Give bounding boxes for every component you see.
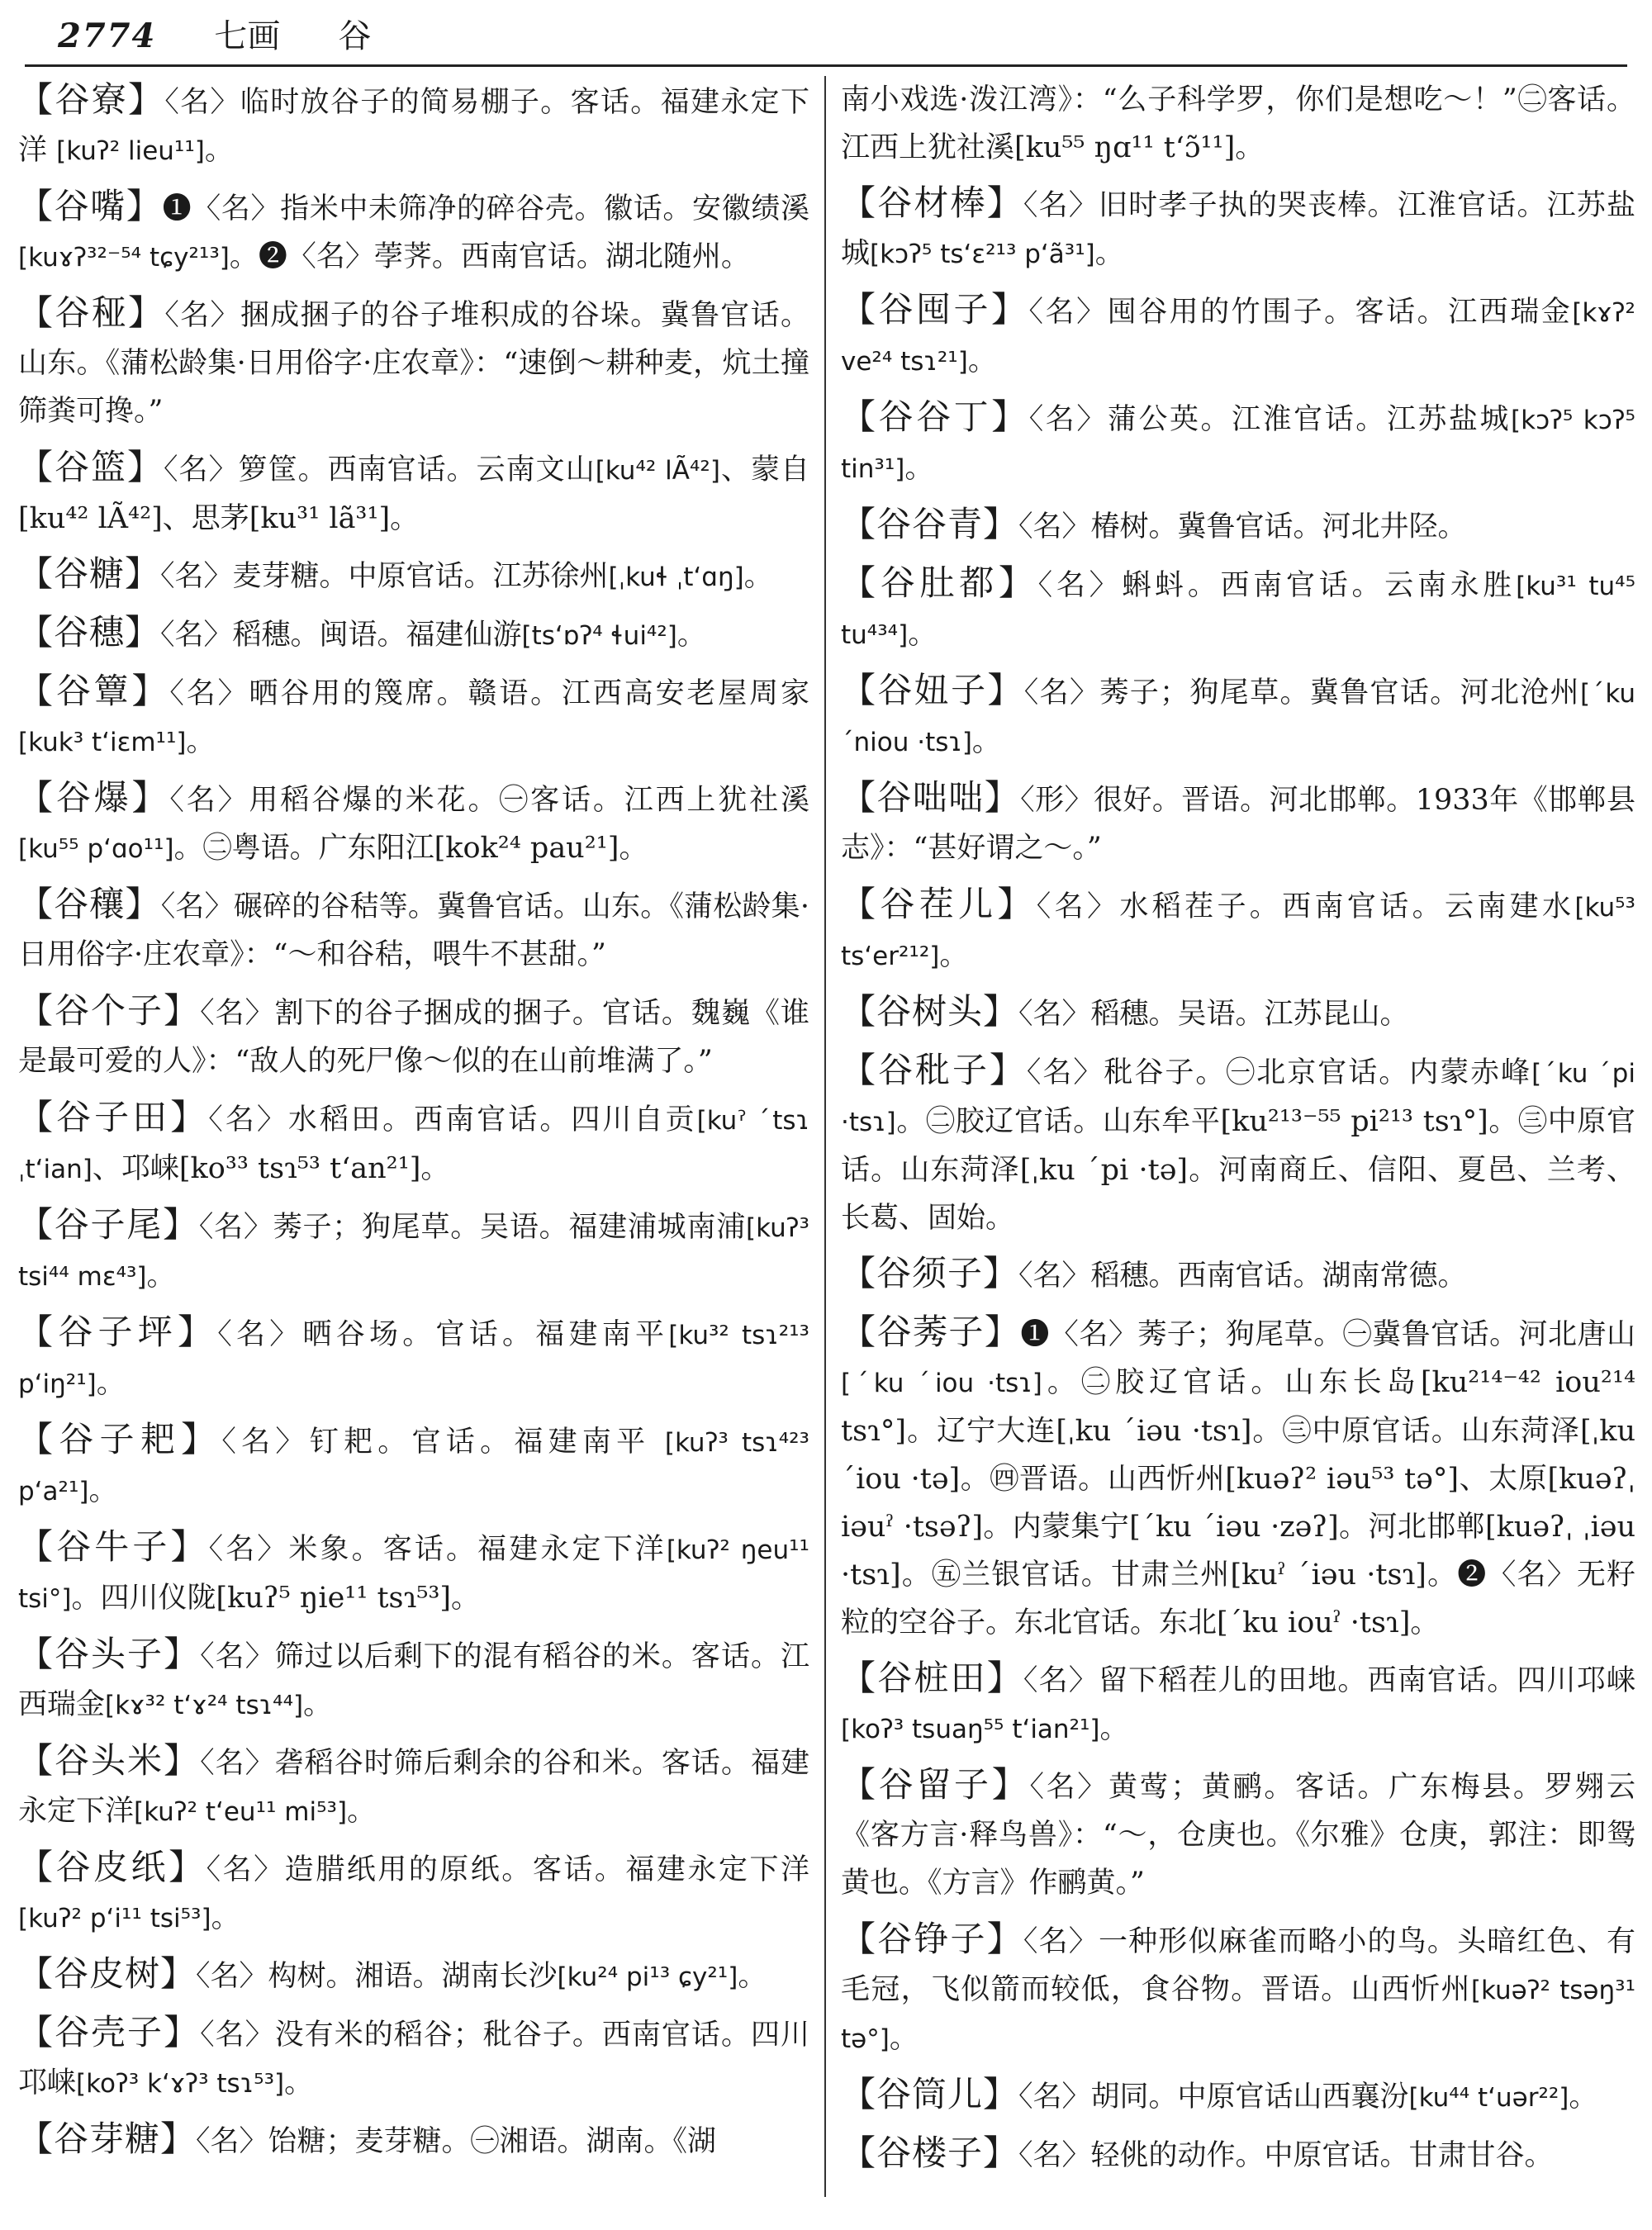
dictionary-entry — [18, 550, 809, 601]
entry-headword: 【谷头米】 — [18, 1740, 201, 1781]
entry-pronunciation: [koʔ³ kʻɤʔ³ tsɿ⁵³] — [76, 2069, 285, 2099]
entry-definition: 〈名〉碾碎的谷秸等。冀鲁官话。山东。《蒲松龄集·日用俗字·庄农章》：“～和谷秸，喂牛不甚甜。” — [18, 890, 809, 971]
entry-headword: 【谷子坪】 — [18, 1312, 218, 1352]
entry-headword: 【谷头子】 — [18, 1634, 201, 1674]
left-column — [18, 76, 809, 2215]
entry-tail-text: 。 — [211, 1901, 240, 1934]
dictionary-entry — [841, 501, 1635, 552]
entry-headword: 【谷茬儿】 — [841, 884, 1037, 924]
dictionary-entry — [18, 1737, 809, 1836]
entry-headword: 【谷谷青】 — [841, 504, 1019, 544]
entry-headword: 【谷囤子】 — [841, 289, 1029, 330]
entry-headword: 【谷楼子】 — [841, 2133, 1019, 2173]
entry-tail-text: 。 — [303, 1688, 333, 1721]
entry-pronunciation: [kuʔ³ tsɿ⁴²³ pʻa²¹] — [18, 1428, 809, 1506]
entry-headword: 【谷牛子】 — [18, 1526, 209, 1567]
dictionary-entry — [18, 289, 809, 436]
entry-definition: 〈名〉囤谷用的竹围子。客话。江西瑞金 — [1028, 296, 1573, 329]
entry-headword: 【谷莠子】 — [841, 1312, 1021, 1352]
entry-pronunciation: [kɔʔ⁵ kɔʔ⁵ tin³¹] — [841, 406, 1635, 484]
dictionary-entry — [18, 1201, 809, 1301]
entry-tail-text: 。四川仪陇[kuʔ⁵ ŋie¹¹ tsɿ⁵³]。 — [71, 1582, 481, 1615]
dictionary-entry — [841, 2071, 1635, 2122]
entry-definition: 〈名〉水稻田。西南官话。四川自贡 — [208, 1103, 697, 1136]
entry-definition: 〈名〉蝌蚪。西南官话。云南永胜 — [1037, 569, 1517, 602]
entry-tail-text: 。 — [186, 725, 216, 758]
entry-headword: 【谷爆】 — [18, 777, 170, 818]
dictionary-entry — [841, 988, 1635, 1039]
dictionary-entry — [18, 2115, 809, 2166]
entry-definition: 〈名〉钉耙。官话。福建南平 — [221, 1426, 665, 1459]
entry-definition: 〈名〉莠子；狗尾草。吴语。福建浦城南浦 — [198, 1211, 746, 1244]
entry-definition: 〈名〉黄莺；黄鹂。客话。广东梅县。罗翙云《客方言·释鸟兽》：“～，仓庚也。《尔雅》仓庚，郭注：即鸳黄也。《方言》作鹂黄。” — [841, 1771, 1635, 1900]
entry-definition: 〈名〉莠子；狗尾草。冀鲁官话。河北沧州 — [1023, 676, 1581, 709]
entry-tail-text: 。 — [738, 1960, 767, 1993]
entry-tail-text: 。㊁粤语。广东阳江[kok²⁴ pau²¹]。 — [173, 832, 648, 865]
entry-headword: 【谷个子】 — [18, 990, 201, 1031]
entry-definition: 〈名〉晒谷场。官话。福建南平 — [217, 1318, 669, 1351]
column-divider — [824, 76, 826, 2197]
radical-label: 谷 — [338, 17, 372, 55]
entry-definition: ❶〈名〉指米中未筛净的碎谷壳。徽话。安徽绩溪 — [162, 192, 809, 225]
entry-headword: 【谷咄咄】 — [841, 777, 1021, 818]
entry-definition: 〈名〉割下的谷子捆成的捆子。官话。魏巍《谁是最可爱的人》：“敌人的死尸像～似的在山前堆满了。” — [18, 997, 809, 1078]
entry-pronunciation: [kuˀ ˊtsɿ ˌtʻian] — [18, 1106, 809, 1184]
entry-tail-text: 。 — [146, 1260, 176, 1293]
entry-definition: 〈形〉很好。晋语。河北邯郸。1933年《邯郸县志》：“甚好谓之～。” — [841, 784, 1635, 865]
entry-pronunciation: [kɤʔ² ve²⁴ tsɿ²¹] — [841, 298, 1635, 377]
entry-headword: 【谷筒儿】 — [841, 2074, 1019, 2114]
entry-definition: 〈名〉麦芽糖。中原官话。江苏徐州 — [160, 560, 609, 593]
entry-pronunciation: [ku⁵³ tsʻer²¹²] — [841, 893, 1635, 971]
entry-definition: 〈名〉临时放谷子的简易棚子。客话。福建永定下洋 — [18, 86, 809, 167]
entry-headword: 【谷糖】 — [18, 553, 161, 594]
dictionary-entry — [841, 393, 1635, 493]
entry-definition: 〈名〉稻穗。吴语。江苏昆山。 — [1018, 998, 1409, 1031]
continued-entry-text: 南小戏选·泼江湾》：“么子科学罗，你们是想吃～！”㊁客话。江西上犹社溪[ku⁵⁵ ŋɑ¹¹ tʻɔ̃¹¹]。 — [841, 83, 1635, 164]
entry-tail-text: 。 — [284, 2066, 314, 2100]
entry-headword: 【谷肚都】 — [841, 562, 1038, 603]
entry-pronunciation: [kuʔ² ŋeu¹¹ tsi°] — [18, 1535, 809, 1614]
entry-headword: 【谷子尾】 — [18, 1204, 199, 1245]
entry-tail-text: 。 — [676, 619, 706, 652]
entry-tail-text: 。❷〈名〉荸荠。西南官话。湖北随州。 — [229, 240, 750, 273]
entry-pronunciation: [ˌkuɬ ˌtʻɑŋ] — [608, 562, 744, 592]
entry-definition: ❶〈名〉莠子；狗尾草。㊀冀鲁官话。河北唐山 — [1020, 1318, 1635, 1351]
entry-tail-text: 。 — [1099, 1712, 1129, 1745]
dictionary-entry — [841, 1654, 1635, 1753]
stroke-section: 七画 — [214, 17, 281, 55]
dictionary-entry — [18, 774, 809, 873]
entry-headword: 【谷桩田】 — [841, 1658, 1023, 1698]
dictionary-entry — [18, 1843, 809, 1943]
entry-pronunciation: [kuɤʔ³²⁻⁵⁴ tɕy²¹³] — [18, 243, 230, 273]
entry-definition: 〈名〉用稻谷爆的米花。㊀客话。江西上犹社溪 — [169, 784, 809, 817]
entry-tail-text: 。 — [88, 1474, 118, 1507]
entry-pronunciation: [ku⁵⁵ pʻɑo¹¹] — [18, 834, 174, 864]
header-rule — [25, 64, 1627, 67]
dictionary-entry — [841, 1250, 1635, 1301]
entry-definition: 〈名〉留下稻茬儿的田地。西南官话。四川邛崃 — [1023, 1664, 1635, 1697]
entry-pronunciation: [kuʔ² tʻeu¹¹ mi⁵³] — [134, 1797, 348, 1827]
dictionary-entry — [18, 1630, 809, 1729]
entry-pronunciation: [kuʔ² lieu¹¹] — [56, 136, 205, 166]
entry-tail-text: 。 — [204, 134, 234, 167]
entry-pronunciation: [kuk³ tʻiɛm¹¹] — [18, 728, 187, 757]
entry-headword: 【谷子田】 — [18, 1097, 209, 1137]
page-number: 2774 — [58, 17, 157, 55]
entry-definition: 〈名〉旧时孝子执的哭丧棒。江淮官话。江苏盐城 — [841, 189, 1635, 270]
dictionary-entry — [18, 1416, 809, 1516]
entry-pronunciation: [koʔ³ tsuaŋ⁵⁵ tʻian²¹] — [841, 1715, 1100, 1744]
entry-definition: 〈名〉砻稻谷时筛后剩余的谷和米。客话。福建永定下洋 — [18, 1747, 809, 1828]
dictionary-entry — [18, 1094, 809, 1193]
entry-headword: 【谷谷丁】 — [841, 396, 1029, 437]
entry-headword: 【谷铮子】 — [841, 1919, 1023, 1959]
dictionary-entry — [18, 880, 809, 980]
entry-definition: 〈名〉筛过以后剩下的混有稻谷的米。客话。江西瑞金 — [18, 1640, 809, 1721]
entry-pronunciation: [ku⁴⁴ tʻuər²²] — [1408, 2083, 1569, 2113]
entry-definition: 〈名〉捆成捆子的谷子堆积成的谷垛。冀鲁官话。山东。《蒲松龄集·日用俗字·庄农章》：“速倒～耕种麦，炕土撞筛粪可搀。” — [18, 299, 809, 428]
entry-pronunciation: [ˊku ˊpi ·tsɿ] — [841, 1059, 1635, 1137]
entry-tail-text: 。 — [889, 2022, 919, 2055]
entry-pronunciation: [kɔʔ⁵ tsʻɛ²¹³ pʻã³¹] — [870, 240, 1095, 269]
entry-pronunciation: [ˊku ˊiou ·tsɿ] — [841, 1369, 1042, 1398]
entry-headword: 【谷树头】 — [841, 991, 1019, 1032]
entry-headword: 【谷䅉】 — [18, 292, 165, 333]
entry-pronunciation: [kuʔ² pʻi¹¹ tsi⁵³] — [18, 1904, 211, 1933]
entry-definition: 〈名〉没有米的稻谷；秕谷子。西南官话。四川邛崃 — [18, 2019, 809, 2100]
entry-headword: 【谷簟】 — [18, 671, 170, 711]
dictionary-entry — [18, 76, 809, 175]
dictionary-entry — [18, 183, 809, 282]
dictionary-entry — [18, 444, 809, 543]
dictionary-entry — [18, 1308, 809, 1408]
entry-tail-text: 。 — [904, 452, 934, 485]
entry-tail-text: 。 — [967, 344, 997, 377]
entry-headword: 【谷须子】 — [841, 1253, 1019, 1293]
dictionary-entry — [841, 179, 1635, 278]
entry-definition: 〈名〉箩筐。西南官话。云南文山 — [164, 453, 596, 486]
entry-pronunciation: [ku⁴² lÃ⁴²] — [595, 456, 720, 486]
entry-definition: 〈名〉造腊纸用的原纸。客话。福建永定下洋 — [206, 1853, 809, 1886]
dictionary-entry — [841, 1308, 1635, 1647]
dictionary-entry — [841, 1761, 1635, 1908]
entry-definition: 〈名〉稻穗。闽语。福建仙游 — [160, 619, 522, 652]
entry-definition: 〈名〉水稻茬子。西南官话。云南建水 — [1036, 890, 1575, 923]
entry-headword: 【谷皮树】 — [18, 1953, 197, 1994]
entry-pronunciation: [ku³² tsɿ²¹³ pʻiŋ²¹] — [18, 1321, 809, 1399]
entry-tail-text: 。 — [908, 618, 938, 651]
entry-pronunciation: [ku²⁴ pi¹³ ɕy²¹] — [557, 1962, 738, 1992]
dictionary-entry — [841, 774, 1635, 873]
entry-headword: 【谷嘴】 — [18, 186, 163, 226]
entry-headword: 【谷穗】 — [18, 612, 161, 652]
entry-definition: 〈名〉构树。湘语。湖南长沙 — [196, 1960, 558, 1993]
dictionary-entry — [18, 609, 809, 660]
entry-definition: 〈名〉蒲公英。江淮官话。江苏盐城 — [1028, 403, 1512, 436]
entry-tail-text: 。 — [1569, 2081, 1598, 2114]
dictionary-entry — [841, 667, 1635, 766]
entry-definition: 〈名〉秕谷子。㊀北京官话。内蒙赤峰 — [1026, 1056, 1532, 1089]
entry-pronunciation: [tsʻɒʔ⁴ ɬui⁴²] — [521, 621, 677, 651]
entry-tail-text: 。 — [1094, 237, 1124, 270]
dictionary-entry — [841, 286, 1635, 386]
dictionary-entry — [18, 1950, 809, 2001]
entry-definition: 〈名〉稻穗。西南官话。湖南常德。 — [1018, 1260, 1467, 1293]
entry-tail-text: 。 — [96, 1367, 126, 1400]
dictionary-entry — [18, 987, 809, 1086]
entry-tail-text: 、蒙自[ku⁴² lÃ⁴²]、思茅[ku³¹ lã³¹]。 — [18, 453, 809, 535]
entry-definition: 〈名〉一种形似麻雀而略小的鸟。头暗红色、有毛冠，飞似箭而较低，食谷物。晋语。山西忻州 — [841, 1925, 1635, 2006]
entry-tail-text: 、邛崃[ko³³ tsɿ⁵³ tʻan²¹]。 — [92, 1152, 450, 1185]
dictionary-entry — [841, 559, 1635, 659]
right-column — [841, 76, 1635, 2215]
entry-tail-text: 。 — [743, 560, 773, 593]
entry-definition: 〈名〉晒谷用的篾席。赣语。江西高安老屋周家 — [169, 677, 809, 710]
entry-tail-text: 。㊁胶辽官话。山东长岛[ku²¹⁴⁻⁴² iou²¹⁴ tsɿ°]。辽宁大连[ˌku ˊiəu ·tsɿ]。㊂中原官话。山东菏泽[ˌku ˊiou ·tə]。㊃晋语。山西忻州[kuəʔ² iəu⁵³ tə°]、太原[kuəʔˌ iəuˀ ·tsəʔ]。内蒙集宁[ˊku ˊiəu ·zəʔ]。河北邯郸[kuəʔˌ ˌiəu ·tsɿ]。㊄兰银官话。甘肃兰州[kuˀ ˊiəu ·tsɿ]。❷〈名〉无籽粒的空谷子。东北官话。东北[ˊku iouˀ ·tsɿ]。 — [841, 1366, 1635, 1639]
entry-tail-text: 。 — [939, 939, 969, 972]
entry-headword: 【谷子耙】 — [18, 1419, 222, 1459]
entry-tail-text: 。 — [971, 725, 1001, 758]
entry-headword: 【谷妞子】 — [841, 670, 1024, 710]
entry-pronunciation: [ˊku ˊniou ·tsɿ] — [841, 679, 1635, 757]
entry-headword: 【谷芽糖】 — [18, 2118, 197, 2159]
entry-pronunciation: [kɤ³² tʻɤ²⁴ tsɿ⁴⁴] — [105, 1691, 304, 1720]
page-header — [58, 10, 1594, 61]
entry-headword: 【谷皮纸】 — [18, 1847, 206, 1887]
dictionary-entry — [841, 2129, 1635, 2180]
entry-headword: 【谷穰】 — [18, 884, 161, 924]
entry-definition: 〈名〉轻佻的动作。中原官话。甘肃甘谷。 — [1018, 2139, 1554, 2172]
entry-headword: 【谷留子】 — [841, 1764, 1030, 1805]
dictionary-entry — [18, 2009, 809, 2108]
entry-headword: 【谷材棒】 — [841, 183, 1023, 223]
dictionary-entry — [18, 667, 809, 766]
entry-headword: 【谷篮】 — [18, 447, 164, 487]
entry-headword: 【谷壳子】 — [18, 2012, 201, 2052]
dictionary-entry — [841, 880, 1635, 980]
entry-headword: 【谷秕子】 — [841, 1050, 1027, 1090]
entry-tail-text: 。 — [347, 1795, 377, 1828]
entry-definition: 〈名〉米象。客话。福建永定下洋 — [208, 1533, 667, 1566]
entry-definition: 〈名〉椿树。冀鲁官话。河北井陉。 — [1018, 510, 1467, 543]
dictionary-entry — [18, 1523, 809, 1623]
dictionary-entry — [841, 1915, 1635, 2063]
entry-headword: 【谷寮】 — [18, 79, 165, 120]
entry-pronunciation: [ku³¹ tu⁴⁵ tu⁴³⁴] — [841, 572, 1635, 650]
entry-tail-text: 。㊁胶辽官话。山东牟平[ku²¹³⁻⁵⁵ pi²¹³ tsɿ°]。㊂中原官话。山东菏泽[ˌku ˊpi ·tə]。河南商丘、信阳、夏邑、兰考、长葛、固始。 — [841, 1105, 1635, 1235]
entry-definition: 〈名〉饴糖；麦芽糖。㊀湘语。湖南。《湖 — [196, 2125, 717, 2158]
entry-pronunciation: [kuʔ³ tsi⁴⁴ mɛ⁴³] — [18, 1213, 809, 1292]
entry-pronunciation: [kuəʔ² tsəŋ³¹ tə°] — [841, 1976, 1635, 2054]
entry-definition: 〈名〉胡同。中原官话山西襄汾 — [1018, 2081, 1409, 2114]
dictionary-entry — [841, 1046, 1635, 1242]
